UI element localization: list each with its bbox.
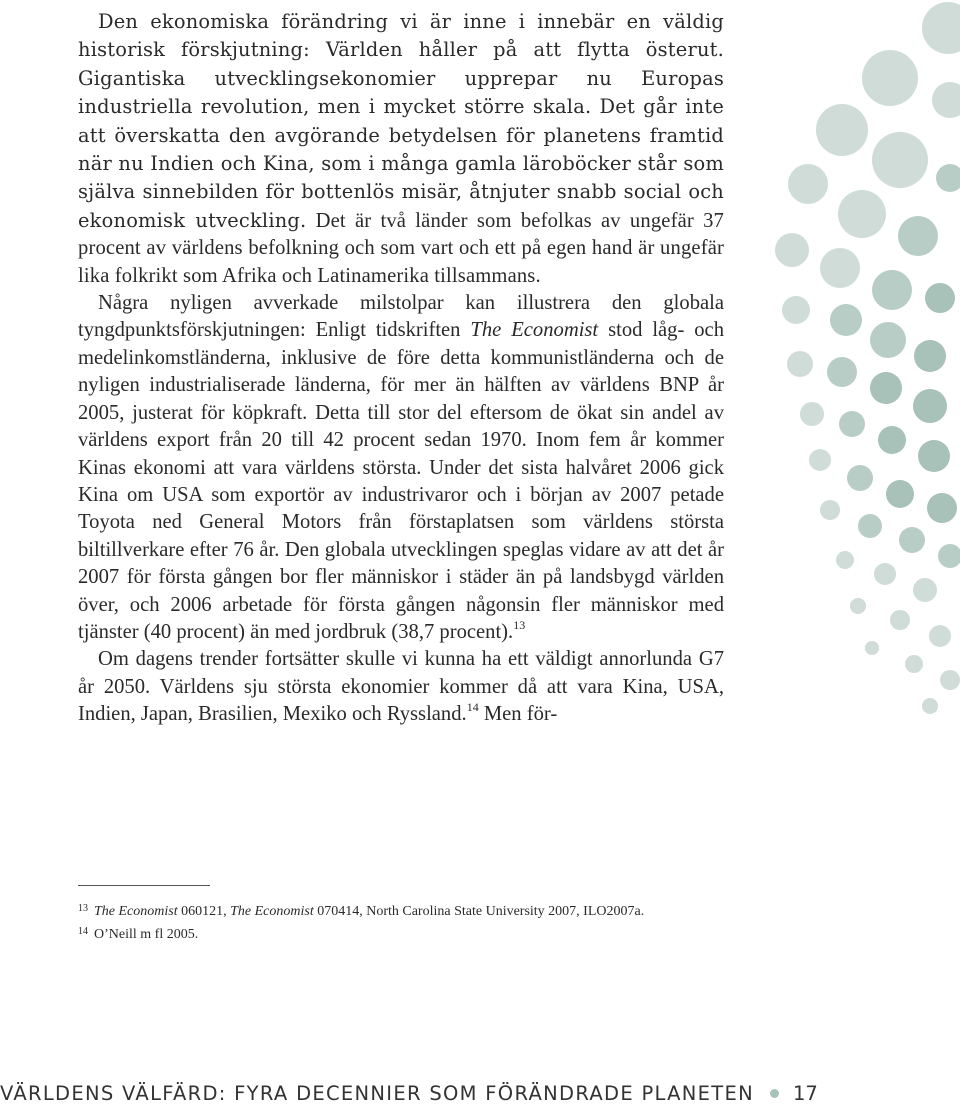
decorative-dot (890, 610, 910, 630)
footnote-text: 070414, North Carolina State University 2007, ILO2007a. (313, 904, 645, 919)
paragraph-1-continuation: Det är två länder som befolkas av ungefär 37 procent av världens befolkning och som vart och ett på egen hand är ungefär lika folkrikt som Afrika och Latinamerika tillsammans. (78, 209, 724, 287)
decorative-dot (918, 440, 950, 472)
paragraph-3 (78, 646, 724, 728)
footnote-text: O’Neill m fl 2005. (94, 926, 199, 942)
paragraph-1-opening: Den ekonomiska förändring vi är inne i innebär en väldig historisk förskjutning: Världen håller på att flytta österut. Gigantiska utvecklingsekonomier upprepar nu Europas industriella revolution, men i mycket större skala. Det går inte att överskatta den avgörande betydelsen för planetens framtid när nu Indien och Kina, som i många gamla läroböcker står som själva sinnebilden för bottenlös misär, åtnjuter snabb social och ekonomisk utveckling. (78, 10, 724, 232)
decorative-dot (886, 480, 914, 508)
footnote-13 (78, 899, 778, 922)
decorative-dot (899, 527, 925, 553)
decorative-dot (913, 578, 937, 602)
decorative-dot (839, 411, 865, 437)
footnote-text: 060121, (177, 904, 231, 919)
publication-title: The Economist (470, 319, 599, 342)
decorative-dot (816, 104, 868, 156)
page-number: 17 (793, 1081, 818, 1105)
decorative-dot (940, 670, 960, 690)
decorative-dot (874, 563, 896, 585)
decorative-dot (827, 357, 857, 387)
footnote-number: 14 (78, 925, 88, 937)
decorative-dot (788, 164, 828, 204)
decorative-dot (850, 598, 866, 614)
decorative-dot (809, 449, 831, 471)
decorative-dot (905, 655, 923, 673)
decorative-dot (830, 304, 862, 336)
footnote-title: The Economist (230, 904, 314, 919)
footer-dot-icon (770, 1089, 779, 1098)
footnote-ref-14[interactable]: 14 (466, 700, 479, 715)
decorative-dot (922, 698, 938, 714)
decorative-dot (865, 641, 879, 655)
paragraph-2-text-a: Några nyligen avverkade milstolpar kan illustrera den globala tyngdpunktsförskjutningen: Enligt tidskriften (78, 292, 724, 342)
footnote-title: The Economist (94, 904, 178, 919)
decorative-dot (872, 270, 912, 310)
decorative-dot (782, 296, 810, 324)
decorative-dot (870, 372, 902, 404)
footnotes (78, 899, 778, 944)
decorative-dot (914, 340, 946, 372)
paragraph-2 (78, 290, 724, 646)
decorative-dot (858, 514, 882, 538)
decorative-dot (820, 248, 860, 288)
decorative-dot (898, 216, 938, 256)
decorative-dot (838, 190, 886, 238)
paragraph-1 (78, 8, 724, 290)
footnote-divider (78, 885, 210, 886)
decorative-dot (862, 50, 918, 106)
decorative-dot (870, 322, 906, 358)
decorative-dot (936, 164, 960, 192)
running-footer (0, 1080, 818, 1106)
decorative-dot (820, 500, 840, 520)
decorative-dot (775, 233, 809, 267)
decorative-dot (938, 544, 960, 568)
footnote-ref-13[interactable]: 13 (513, 617, 526, 632)
book-title: VÄRLDENS VÄLFÄRD: FYRA DECENNIER SOM FÖRÄNDRADE PLANETEN (0, 1081, 755, 1105)
paragraph-3-text: Om dagens trender fortsätter skulle vi kunna ha ett väldigt annorlunda G7 år 2050. Världens sju största ekonomier kommer då att vara Kina, USA, Indien, Japan, Brasilien, Mexiko och Ryssland. (78, 648, 724, 726)
paragraph-2-text-b: stod låg- och medelinkomstländerna, inklusive de före detta kommunistländerna och de nyligen industrialiserade länderna, för mer än hälften av världens BNP år 2005, justerat för köpkraft. Detta till stor del eftersom de ökat sin andel av världens export från 20 till 42 procent sedan 1970. Inom fem år kommer Kinas ekonomi att vara världens största. Under det sista halvåret 2006 gick Kina om USA som exportör av industrivaror och i början av 2007 petade Toyota ned General Motors från förstaplatsen som världens största biltillverkare efter 76 år. Den globala utvecklingen speglas vidare av att det år 2007 för första gången bor fler människor i städer än på landsbygd världen över, och 2006 arbetade för första gången någonsin fler människor med tjänster (40 procent) än med jordbruk (38,7 procent). (78, 319, 724, 643)
main-text (78, 8, 724, 729)
decorative-dot (927, 493, 957, 523)
decorative-dot (922, 2, 960, 54)
decorative-dot (929, 625, 951, 647)
decorative-dot (878, 426, 906, 454)
decorative-dot (787, 351, 813, 377)
decorative-dot (925, 283, 955, 313)
decorative-dot (800, 402, 824, 426)
decorative-dot (847, 465, 873, 491)
footnote-14 (78, 922, 778, 945)
paragraph-3-tail: Men för- (483, 703, 558, 726)
footnote-number: 13 (78, 903, 88, 914)
decorative-dot (836, 551, 854, 569)
decorative-dot (913, 389, 947, 423)
decorative-dot (932, 82, 960, 118)
decorative-dot (872, 132, 928, 188)
